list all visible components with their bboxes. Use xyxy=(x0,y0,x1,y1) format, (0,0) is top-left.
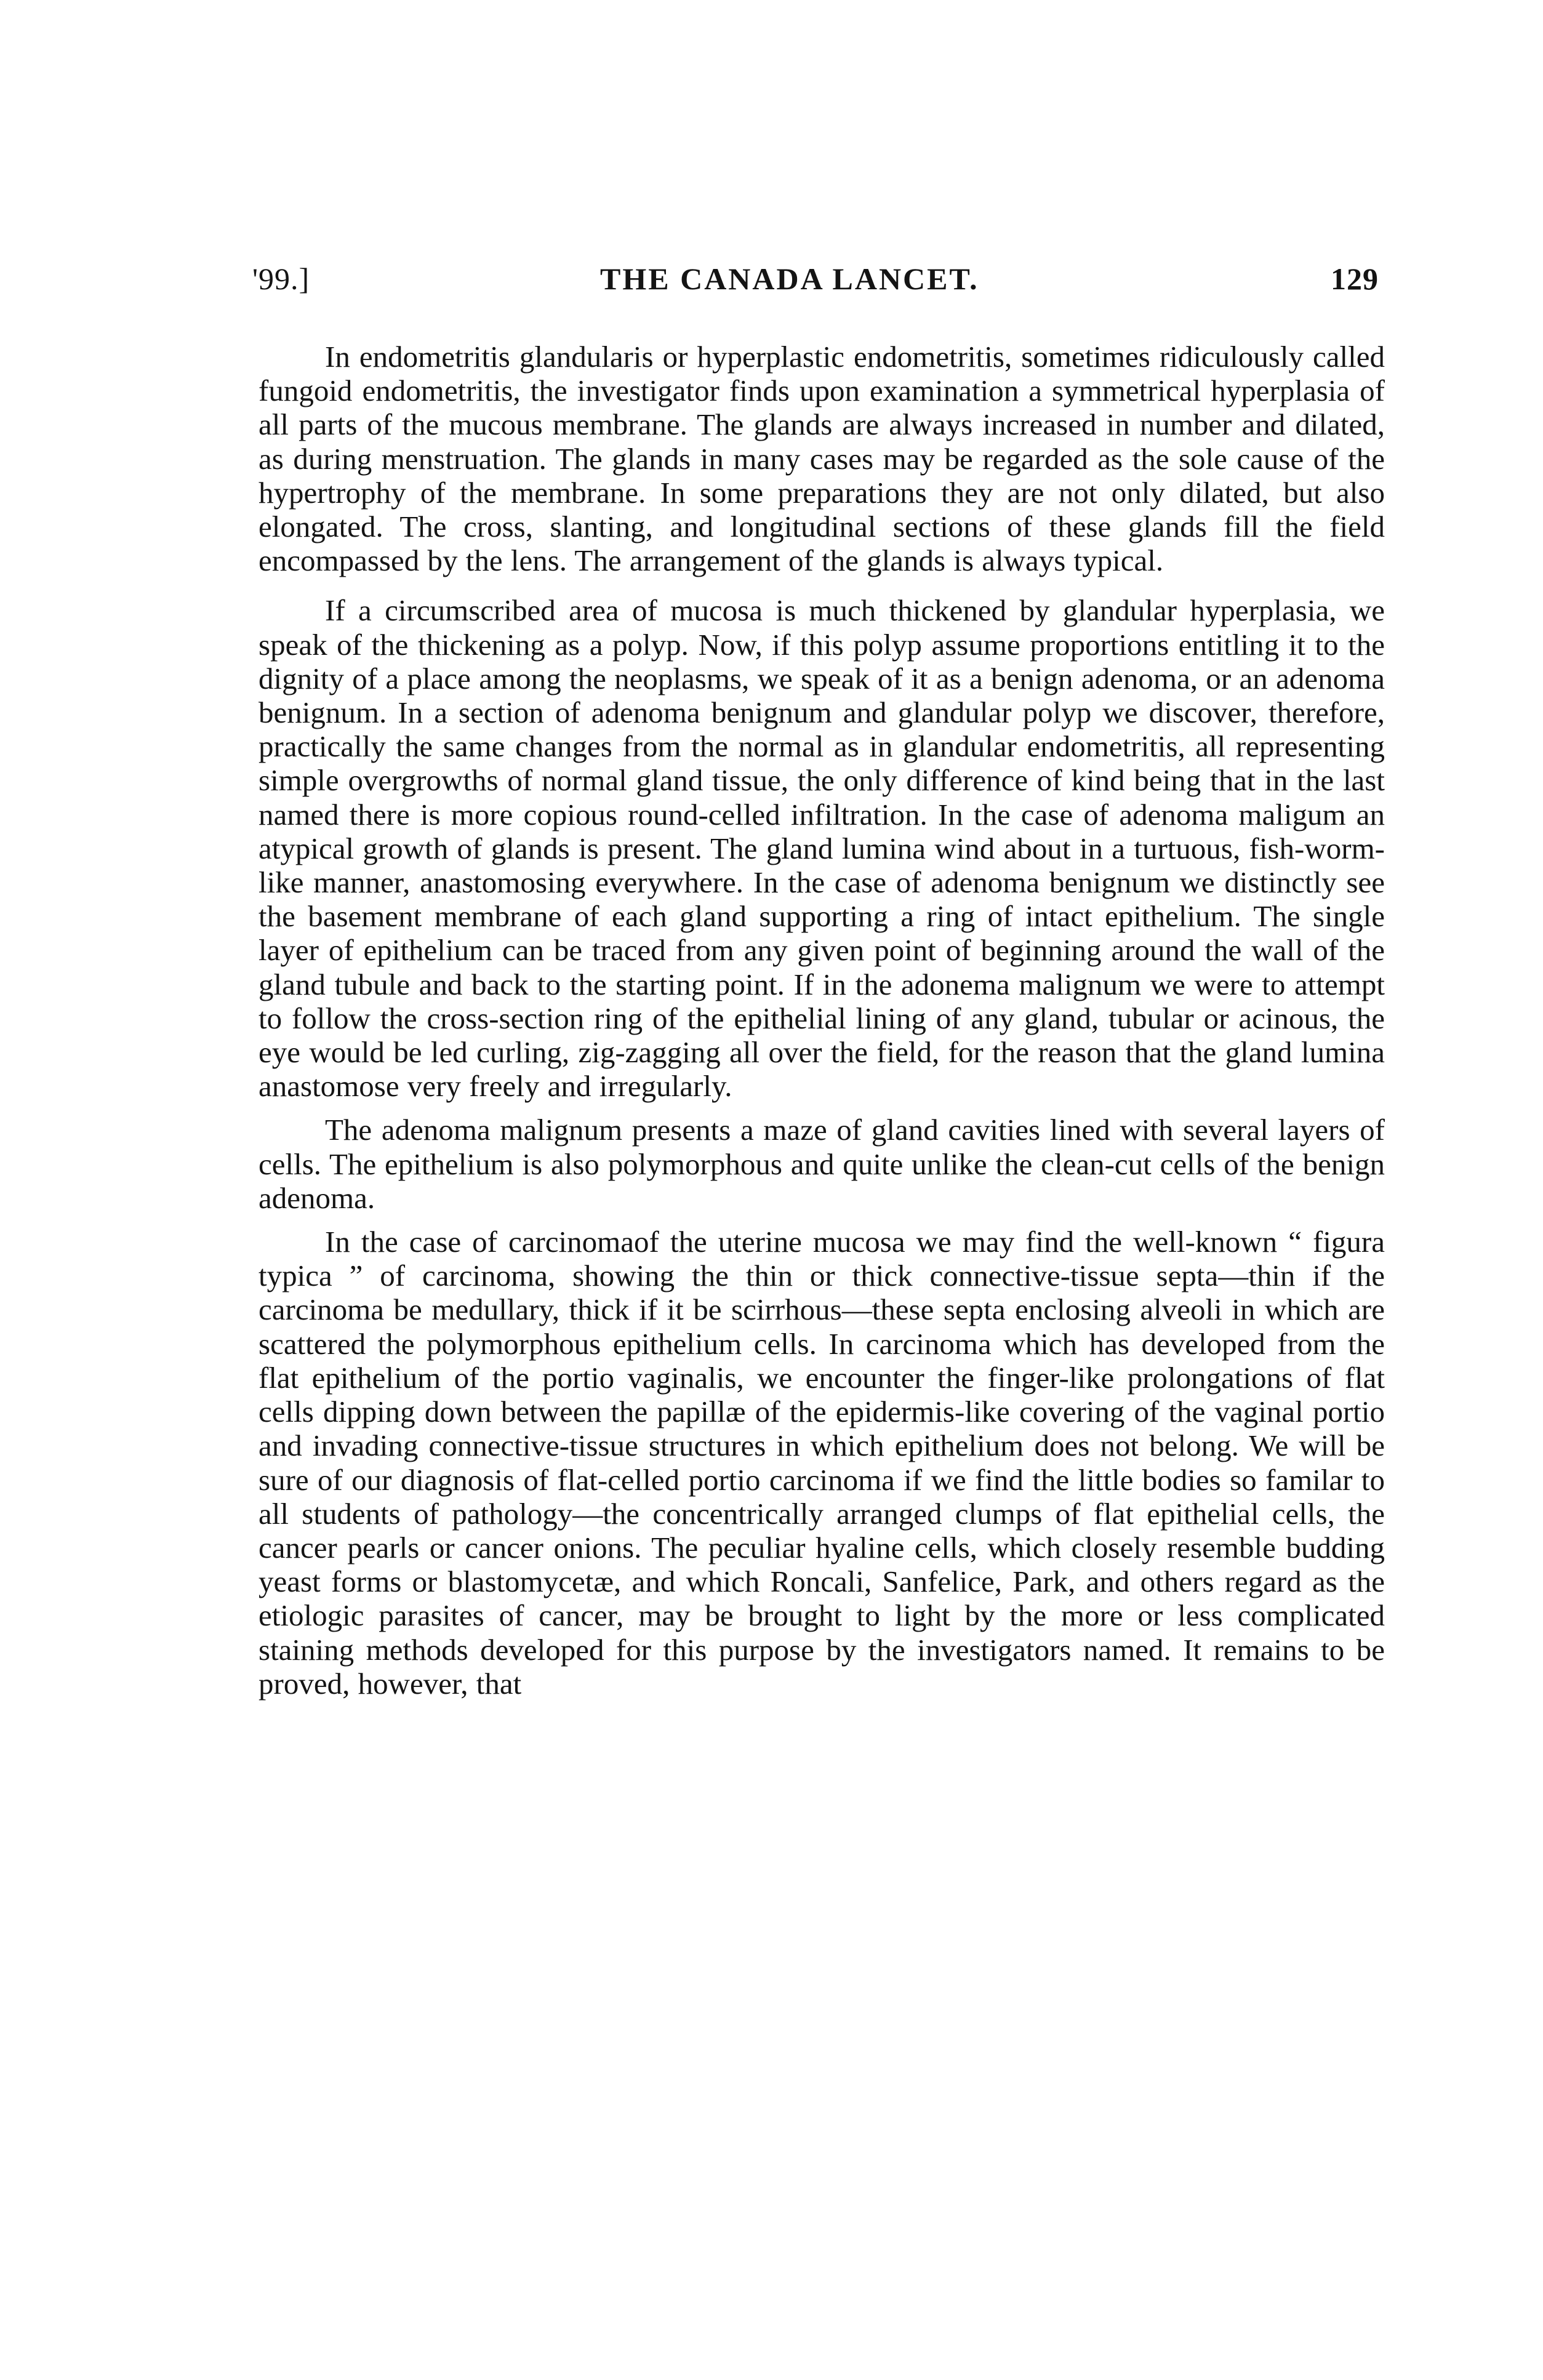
running-head-date: '99.] xyxy=(252,262,310,296)
paragraph-endometritis-glandularis: In endometritis glandularis or hyperplastic endometritis, sometimes ridiculously called fungoid endometritis, the investigator finds upon examination a symmetrical hyperplasia of all parts of the mucous membrane. The glands are always increased in number and dilated, as during menstruation. The glands in many cases may be regarded as the sole cause of the hypertrophy of the membrane. In some preparations they are not only dilated, but also elongated. The cross, slanting, and longitudinal sections of these glands fill the field encompassed by the lens. The arrangement of the glands is always typical. xyxy=(259,340,1385,578)
running-head xyxy=(252,257,1379,300)
paragraph-adenoma-malignum: The adenoma malignum presents a maze of gland cavities lined with several layers of cells. The epithelium is also polymorphous and quite unlike the clean-cut cells of the benign adenoma. xyxy=(259,1113,1385,1215)
article-body xyxy=(259,340,1385,1701)
page-number: 129 xyxy=(1331,262,1379,296)
paragraph-carcinoma: In the case of carcinomaof the uterine mucosa we may find the well-known “ figura typica ” of carcinoma, showing the thin or thick connective-tissue septa—thin if the carcinoma be medullary, thick if it be scirrhous—these septa enclosing alveoli in which are scattered the polymorphous epithelium cells. In carcinoma which has developed from the flat epithelium of the portio vaginalis, we encounter the finger-like prolongations of flat cells dipping down between the papillæ of the epidermis-like covering of the vaginal portio and invading connective-tissue structures in which epithelium does not belong. We will be sure of our diagnosis of flat-celled portio carcinoma if we find the little bodies so familar to all students of pathology—the concentrically arranged clumps of flat epithelial cells, the cancer pearls or cancer onions. The peculiar hyaline cells, which closely resemble budding yeast forms or blastomycetæ, and which Roncali, Sanfelice, Park, and others regard as the etiologic parasites of cancer, may be brought to light by the more or less complicated staining methods developed for this purpose by the investigators named. It remains to be proved, however, that xyxy=(259,1225,1385,1701)
journal-title: THE CANADA LANCET. xyxy=(600,262,979,296)
paragraph-adenoma-benignum: If a circumscribed area of mucosa is much thickened by glandular hyperplasia, we speak of the thickening as a polyp. Now, if this polyp assume proportions entitling it to the dignity of a place among the neoplasms, we speak of it as a benign adenoma, or an adenoma benignum. In a section of adenoma benignum and glandular polyp we discover, therefore, practically the same changes from the normal as in glandular endometritis, all representing simple overgrowths of normal gland tissue, the only difference of kind being that in the last named there is more copious round-celled infiltration. In the case of adenoma maligum an atypical growth of glands is present. The gland lumina wind about in a turtuous, fish-worm-like manner, anastomosing everywhere. In the case of adenoma benignum we distinctly see the basement membrane of each gland supporting a ring of intact epithelium. The single layer of epithelium can be traced from any given point of beginning around the wall of the gland tubule and back to the starting point. If in the adonema malignum we were to attempt to follow the cross-section ring of the epithelial lining of any gland, tubular or acinous, the eye would be led curling, zig-zagging all over the field, for the reason that the gland lumina anastomose very freely and irregularly. xyxy=(259,593,1385,1104)
